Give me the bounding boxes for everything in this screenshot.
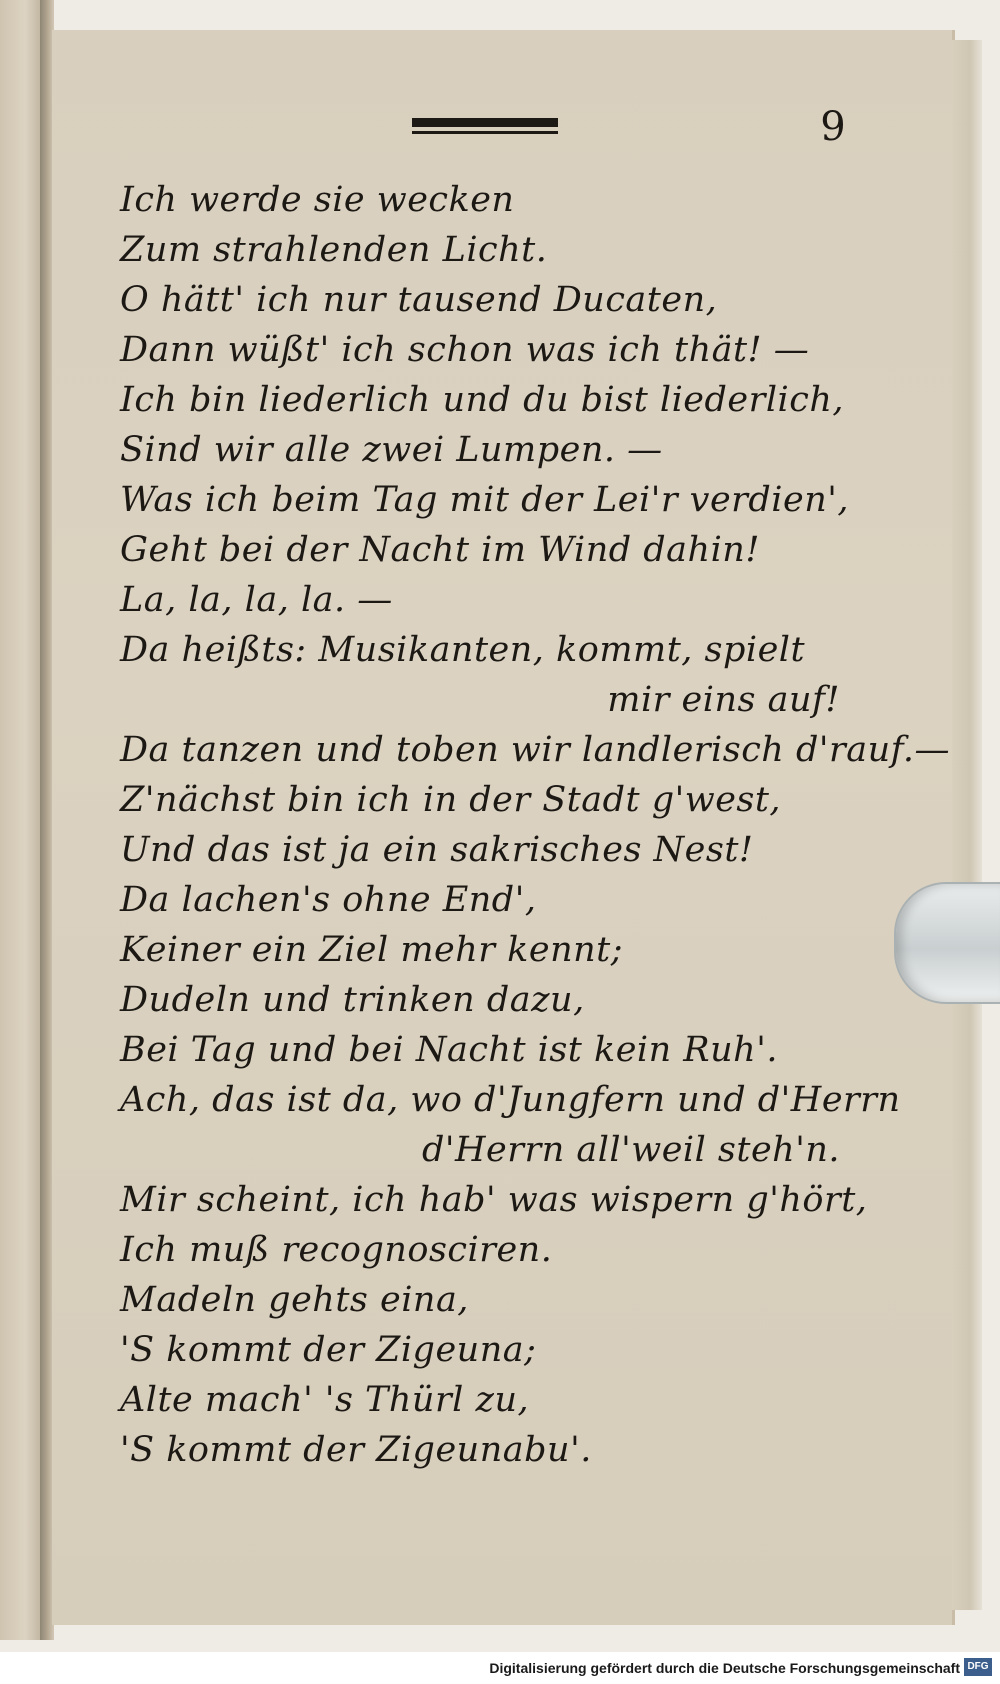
verse-line: Ich bin liederlich und du bist liederlich, [120, 380, 845, 420]
verse-line: Da tanzen und toben wir landlerisch d'rauf.— [120, 730, 950, 770]
verse-line: Ich werde sie wecken [120, 180, 515, 220]
verse-line: Madeln gehts eina, [120, 1280, 469, 1320]
verse-line: Ich muß recognosciren. [120, 1230, 553, 1270]
verse-line: Da heißts: Musikanten, kommt, spielt [120, 630, 806, 670]
funding-credit: Digitalisierung gefördert durch die Deutsche Forschungsgemeinschaft [489, 1660, 960, 1676]
verse-line: 'S kommt der Zigeunabu'. [120, 1430, 592, 1470]
dfg-logo-icon: DFG [964, 1658, 992, 1676]
verse-line: Dann wüßt' ich schon was ich thät! — [120, 330, 810, 370]
right-page-edge [952, 40, 982, 1610]
verse-line: Keiner ein Ziel mehr kennt; [120, 930, 624, 970]
verse-line: Da lachen's ohne End', [120, 880, 537, 920]
verse-line-continuation: mir eins auf! [607, 680, 840, 720]
verse-line: La, la, la, la. — [120, 580, 393, 620]
header-rule-thin [412, 131, 558, 134]
verse-line: Und das ist ja ein sakrisches Nest! [120, 830, 754, 870]
header-rule-thick [412, 118, 558, 127]
verse-line: Ach, das ist da, wo d'Jungfern und d'Herrn [120, 1080, 901, 1120]
verse-line-continuation: d'Herrn all'weil steh'n. [421, 1130, 840, 1170]
verse-line: Dudeln und trinken dazu, [120, 980, 585, 1020]
verse-line: Geht bei der Nacht im Wind dahin! [120, 530, 760, 570]
verse-line: Z'nächst bin ich in der Stadt g'west, [120, 780, 782, 820]
page-number: 9 [820, 104, 846, 150]
verse-line: Was ich beim Tag mit der Lei'r verdien', [120, 480, 849, 520]
verse-line: Mir scheint, ich hab' was wispern g'hört, [120, 1180, 868, 1220]
verse-line: O hätt' ich nur tausend Ducaten, [120, 280, 718, 320]
verse-line: Alte mach' 's Thürl zu, [120, 1380, 530, 1420]
verse-line: Sind wir alle zwei Lumpen. — [120, 430, 663, 470]
verse-line: Bei Tag und bei Nacht ist kein Ruh'. [120, 1030, 778, 1070]
page-clip [894, 882, 1000, 1004]
verse-line: Zum strahlenden Licht. [120, 230, 548, 270]
verse-line: 'S kommt der Zigeuna; [120, 1330, 537, 1370]
